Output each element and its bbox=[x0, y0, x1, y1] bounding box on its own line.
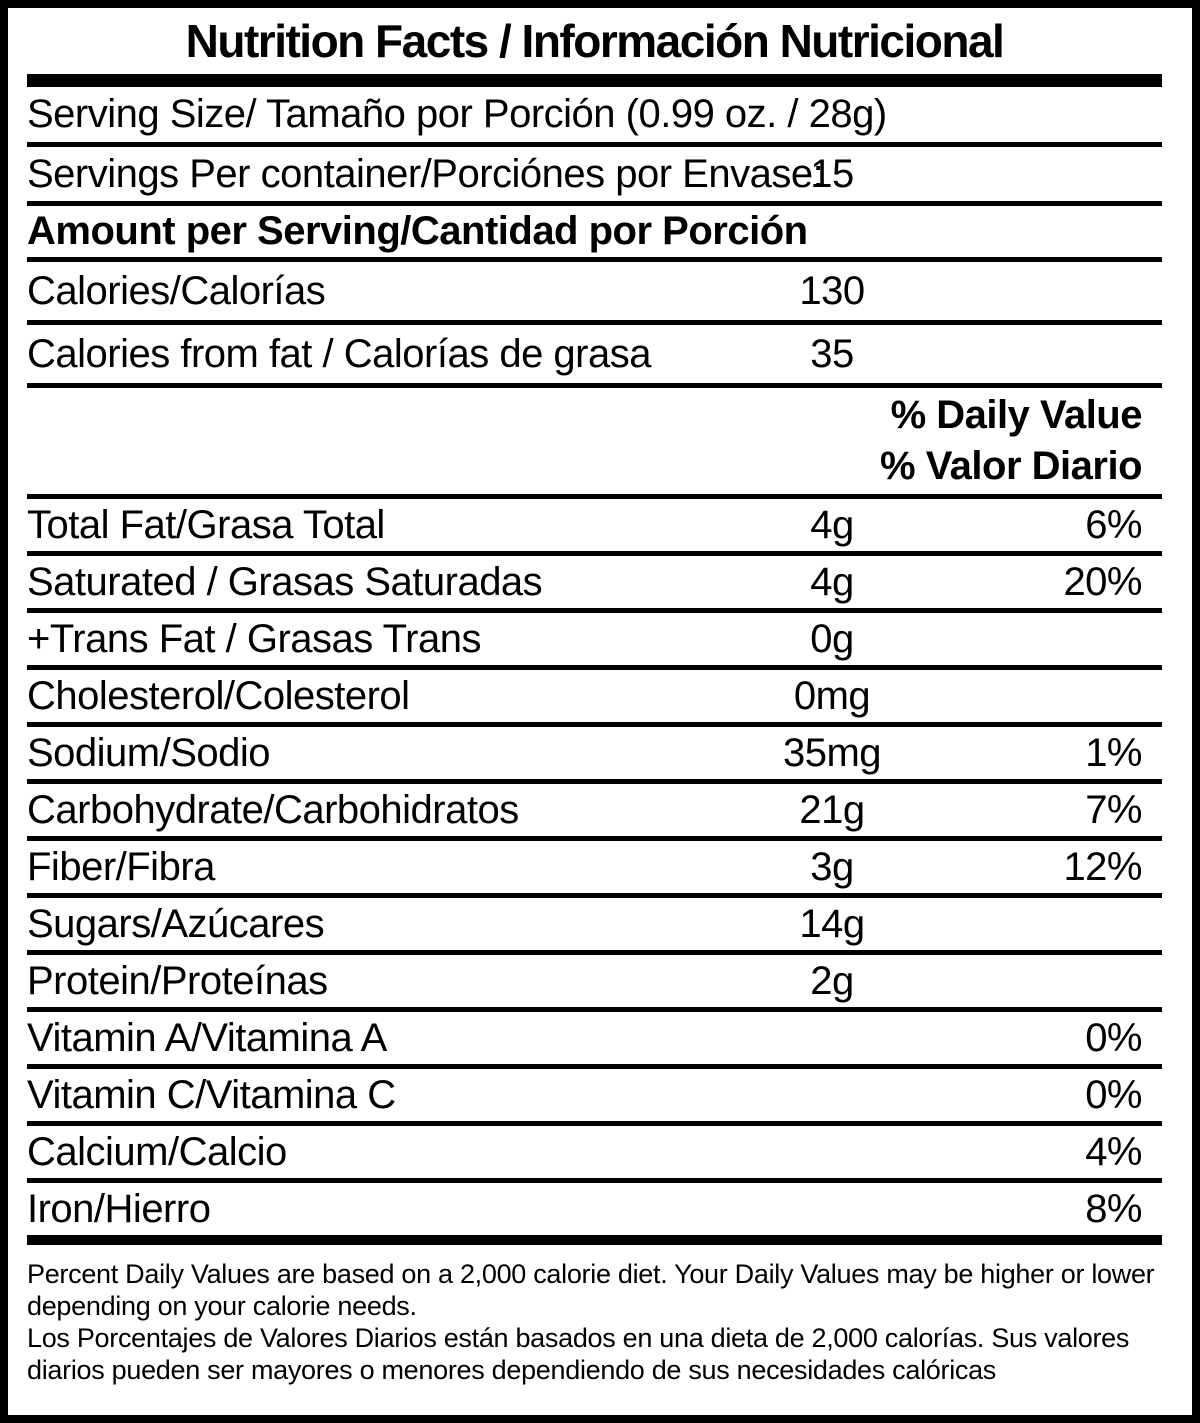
nutrient-percent: 0% bbox=[1085, 1015, 1142, 1060]
nutrient-row-sodium bbox=[27, 727, 1162, 784]
nutrient-percent: 6% bbox=[1085, 502, 1142, 547]
label-title: Nutrition Facts / Información Nutricional bbox=[185, 15, 1004, 67]
calories-from-fat-row bbox=[27, 325, 1162, 388]
nutrient-percent: 12% bbox=[1063, 844, 1142, 889]
daily-value-header-es: % Valor Diario bbox=[880, 443, 1142, 488]
nutrient-row-calcium bbox=[27, 1126, 1162, 1183]
nutrient-row-carbohydrate bbox=[27, 784, 1162, 841]
nutrient-amount: 4g bbox=[810, 502, 854, 547]
nutrient-label: Calcium/Calcio bbox=[27, 1129, 287, 1174]
daily-value-header-en: % Daily Value bbox=[890, 393, 1142, 438]
nutrient-label: Iron/Hierro bbox=[27, 1186, 211, 1231]
nutrient-label: +Trans Fat / Grasas Trans bbox=[27, 616, 481, 661]
nutrient-amount: 4g bbox=[810, 559, 854, 604]
nutrient-label: Carbohydrate/Carbohidratos bbox=[27, 787, 519, 832]
divider-title-bar bbox=[27, 74, 1162, 87]
footnotes bbox=[27, 1245, 1162, 1386]
nutrient-amount: 2g bbox=[810, 958, 854, 1003]
nutrient-row-iron bbox=[27, 1183, 1162, 1235]
nutrient-row-sugars bbox=[27, 898, 1162, 955]
nutrient-row-vitamin-a bbox=[27, 1012, 1162, 1069]
amount-per-serving-header bbox=[27, 206, 1162, 262]
nutrient-label: Calories from fat / Calorías de grasa bbox=[27, 331, 651, 376]
nutrient-percent: 8% bbox=[1085, 1186, 1142, 1231]
calories-row bbox=[27, 262, 1162, 325]
nutrient-row-fiber bbox=[27, 841, 1162, 898]
amount-per-serving-label: Amount per Serving/Cantidad por Porción bbox=[27, 209, 808, 253]
nutrient-label: Total Fat/Grasa Total bbox=[27, 502, 385, 547]
nutrient-row-total-fat bbox=[27, 499, 1162, 556]
nutrient-row-trans-fat bbox=[27, 613, 1162, 670]
nutrient-label: Fiber/Fibra bbox=[27, 844, 215, 889]
nutrient-label: Protein/Proteínas bbox=[27, 958, 328, 1003]
nutrient-percent: 1% bbox=[1085, 730, 1142, 775]
servings-per-container-value: 15 bbox=[810, 151, 854, 196]
nutrient-row-vitamin-c bbox=[27, 1069, 1162, 1126]
nutrient-label: Sodium/Sodio bbox=[27, 730, 271, 775]
nutrient-amount: 0mg bbox=[793, 673, 871, 718]
nutrient-percent: 0% bbox=[1085, 1072, 1142, 1117]
nutrient-amount: 35 bbox=[810, 331, 854, 376]
nutrient-amount: 14g bbox=[799, 901, 865, 946]
serving-size-label: Serving Size/ Tamaño por Porción (0.99 oz. / 28g) bbox=[27, 92, 887, 136]
nutrient-label: Sugars/Azúcares bbox=[27, 901, 325, 946]
nutrient-percent: 20% bbox=[1063, 559, 1142, 604]
nutrient-label: Vitamin A/Vitamina A bbox=[27, 1015, 387, 1060]
daily-value-header bbox=[27, 388, 1162, 499]
servings-per-container-row bbox=[27, 147, 1162, 206]
divider-footer-bar bbox=[27, 1235, 1162, 1245]
servings-per-container-label: Servings Per container/Porciónes por Envase: bbox=[27, 151, 824, 196]
nutrient-label: Vitamin C/Vitamina C bbox=[27, 1072, 396, 1117]
nutrient-amount: 130 bbox=[799, 268, 865, 313]
serving-size-row bbox=[27, 87, 1162, 147]
nutrient-label: Saturated / Grasas Saturadas bbox=[27, 559, 543, 604]
nutrient-row-cholesterol bbox=[27, 670, 1162, 727]
nutrient-row-saturated-fat bbox=[27, 556, 1162, 613]
nutrient-percent: 7% bbox=[1085, 787, 1142, 832]
nutrient-percent: 4% bbox=[1085, 1129, 1142, 1174]
nutrient-label: Calories/Calorías bbox=[27, 268, 326, 313]
nutrient-row-protein bbox=[27, 955, 1162, 1012]
footnote-en: Percent Daily Values are based on a 2,000 calorie diet. Your Daily Values may be higher or lower depending on your calorie needs. bbox=[27, 1259, 1155, 1321]
footnote-es: Los Porcentajes de Valores Diarios están basados en una dieta de 2,000 calorías. Sus valores diarios pueden ser mayores o menores dependiendo de sus necesidades calóricas bbox=[27, 1323, 1130, 1385]
nutrient-amount: 21g bbox=[799, 787, 865, 832]
nutrient-amount: 35mg bbox=[782, 730, 882, 775]
nutrient-amount: 0g bbox=[810, 616, 854, 661]
nutrient-amount: 3g bbox=[810, 844, 854, 889]
nutrient-label: Cholesterol/Colesterol bbox=[27, 673, 410, 718]
